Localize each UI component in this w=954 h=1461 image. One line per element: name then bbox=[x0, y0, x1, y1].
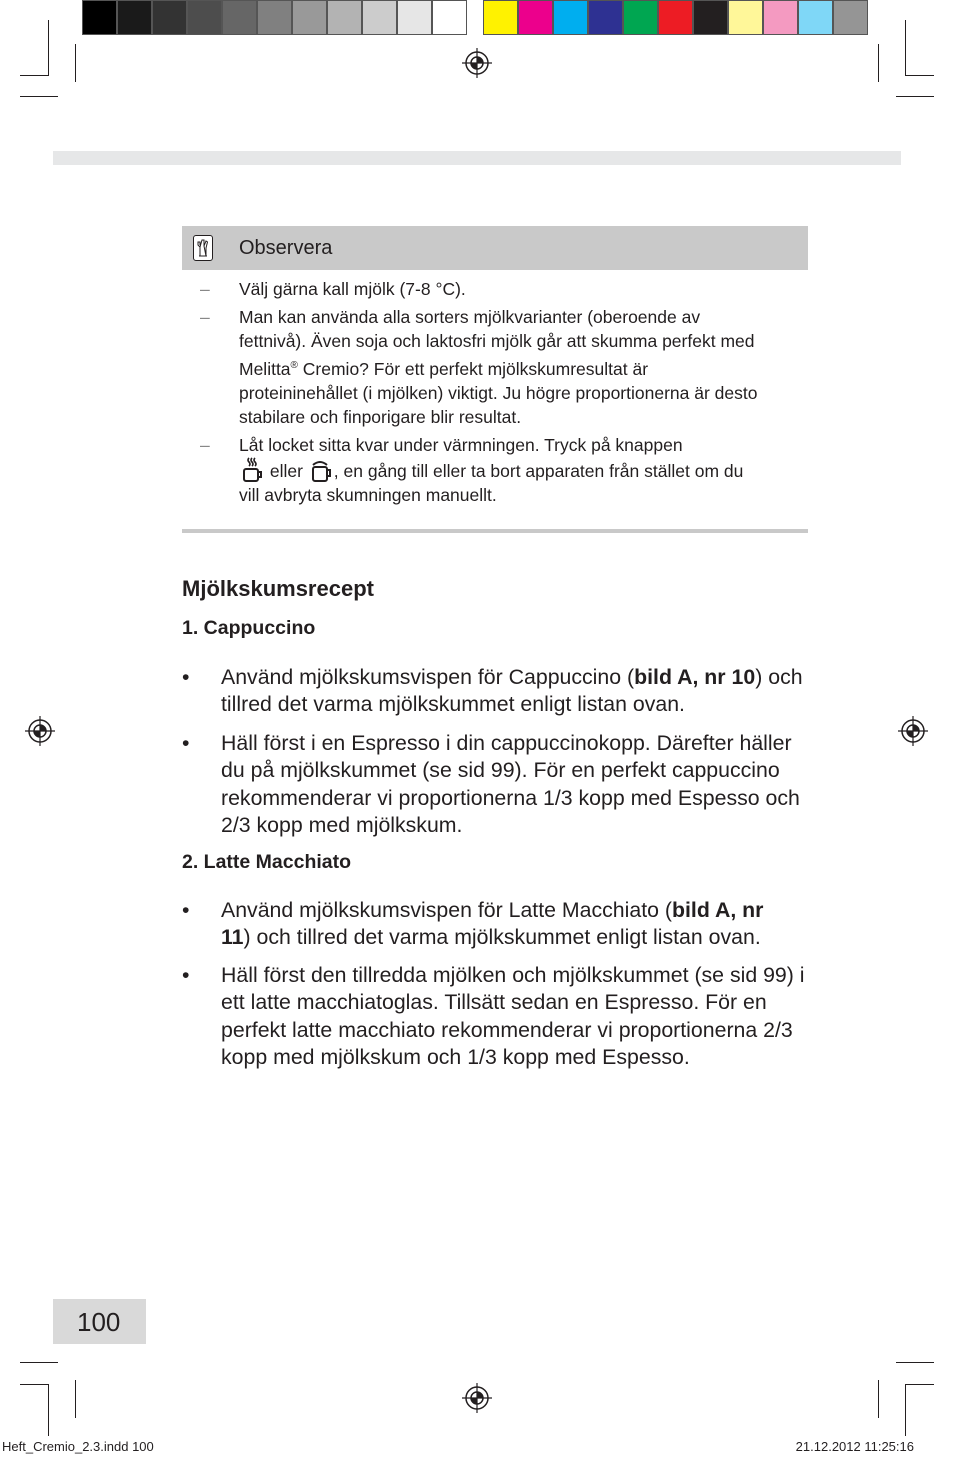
footer-timestamp: 21.12.2012 11:25:16 bbox=[795, 1439, 914, 1454]
crop-mark bbox=[20, 1362, 58, 1363]
color-swatch bbox=[292, 0, 327, 35]
recipe-bullets bbox=[182, 664, 807, 848]
page-number-box bbox=[53, 1299, 146, 1344]
color-swatch bbox=[763, 0, 798, 35]
color-swatch bbox=[623, 0, 658, 35]
list-item: • Använd mjölkskumsvispen för Cappuccino (bild A, nr 10) och tillred det varma mjölkskummet enligt listan ovan. bbox=[182, 665, 803, 717]
color-swatch bbox=[257, 0, 292, 35]
crop-mark bbox=[905, 1384, 906, 1436]
registration-mark-icon bbox=[25, 716, 55, 746]
crop-mark bbox=[878, 1380, 879, 1418]
crop-mark bbox=[905, 20, 906, 76]
cold-milk-cup-icon bbox=[308, 457, 334, 483]
color-swatch bbox=[588, 0, 623, 35]
section-title: Mjölkskumsrecept bbox=[182, 576, 374, 601]
note-list bbox=[182, 277, 808, 512]
recipe-bullets bbox=[182, 897, 805, 1080]
color-swatch bbox=[432, 0, 467, 35]
header-bar bbox=[53, 151, 901, 165]
color-swatch bbox=[658, 0, 693, 35]
color-swatch bbox=[222, 0, 257, 35]
color-swatch bbox=[553, 0, 588, 35]
color-swatch bbox=[397, 0, 432, 35]
registration-mark-icon bbox=[898, 716, 928, 746]
crop-mark bbox=[878, 44, 879, 82]
note-item: – Låt locket sitta kvar under värmningen. Tryck på knappen eller , en gång till eller ta bort apparaten från stället om du vill avbryta skumningen manuellt. bbox=[200, 435, 744, 506]
crop-mark bbox=[75, 1380, 76, 1418]
registration-mark-icon bbox=[462, 1383, 492, 1413]
note-bottom-rule bbox=[182, 529, 808, 533]
crop-mark bbox=[48, 1384, 49, 1436]
list-item: • Använd mjölkskumsvispen för Latte Macchiato (bild A, nr 11) och tillred det varma mjölkskummet enligt listan ovan. bbox=[182, 898, 764, 950]
process-color-bar bbox=[483, 0, 868, 37]
recipe-title: 1. Cappuccino bbox=[182, 617, 316, 639]
note-title: Observera bbox=[239, 237, 333, 259]
color-swatch bbox=[327, 0, 362, 35]
note-header bbox=[182, 226, 808, 270]
note-item: – Man kan använda alla sorters mjölkvarianter (oberoende av fettnivå). Även soja och laktosfri mjölk går att skumma perfekt med Melitta® Cremio? För ett perfekt mjölkskumresultat är proteininehållet (i mjölken) viktigt. Ju högre proportionerna är desto stabilare och finporigare blir resultat. bbox=[200, 307, 758, 427]
crop-mark bbox=[48, 20, 49, 76]
crop-mark bbox=[20, 96, 58, 97]
color-swatch bbox=[833, 0, 868, 35]
crop-mark bbox=[896, 1362, 934, 1363]
footer-file-info: Heft_Cremio_2.3.indd 100 bbox=[2, 1439, 154, 1454]
color-swatch bbox=[693, 0, 728, 35]
color-swatch bbox=[518, 0, 553, 35]
color-swatch bbox=[728, 0, 763, 35]
gray-color-bar bbox=[82, 0, 467, 37]
color-swatch bbox=[82, 0, 117, 35]
color-swatch bbox=[187, 0, 222, 35]
registration-mark-icon bbox=[462, 48, 492, 78]
crop-mark bbox=[20, 75, 48, 76]
recipe-title: 2. Latte Macchiato bbox=[182, 851, 352, 873]
hot-milk-cup-icon bbox=[239, 457, 265, 483]
hand-raised-icon bbox=[193, 235, 213, 261]
crop-mark bbox=[906, 1384, 934, 1385]
crop-mark bbox=[896, 96, 934, 97]
crop-mark bbox=[20, 1384, 48, 1385]
color-swatch bbox=[152, 0, 187, 35]
crop-mark bbox=[906, 75, 934, 76]
note-item: – Välj gärna kall mjölk (7-8 °C). bbox=[200, 279, 466, 299]
list-item: • Häll först i en Espresso i din cappuccinokopp. Därefter häller du på mjölkskummet (se sid 99). För en perfekt cappuccino rekommenderar vi proportionerna 1/3 kopp med Espesso och 2/3 kopp med mjölkskum. bbox=[182, 730, 800, 838]
crop-mark bbox=[75, 44, 76, 82]
color-swatch bbox=[117, 0, 152, 35]
page-number: 100 bbox=[77, 1307, 121, 1337]
color-swatch bbox=[483, 0, 518, 35]
color-swatch bbox=[362, 0, 397, 35]
color-swatch bbox=[798, 0, 833, 35]
list-item: • Häll först den tillredda mjölken och mjölkskummet (se sid 99) i ett latte macchiatoglas. Tillsätt sedan en Espresso. För en perfekt latte macchiato rekommenderar vi proportionerna 2/3 kopp med mjölkskum och 1/3 kopp med Espesso. bbox=[182, 962, 805, 1070]
